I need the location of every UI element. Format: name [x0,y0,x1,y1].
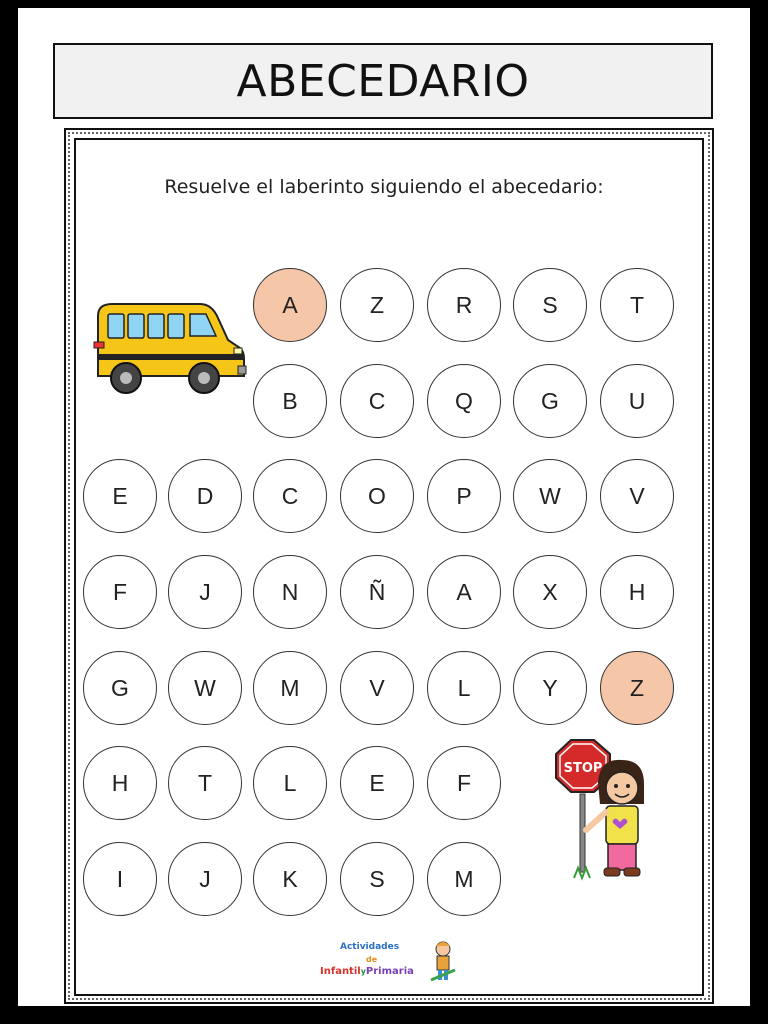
logo-text-actividades: Actividades [340,942,400,952]
maze-letter-circle[interactable]: D [168,459,242,533]
maze-letter-circle[interactable]: U [600,364,674,438]
maze-letter-circle[interactable]: C [253,459,327,533]
maze-letter-circle[interactable]: Z [600,651,674,725]
maze-letter-circle[interactable]: K [253,842,327,916]
maze-letter-circle[interactable]: R [427,268,501,342]
logo-text-y: y [360,967,366,976]
maze-letter-circle[interactable]: H [600,555,674,629]
logo-text-primaria: Primaria [365,966,414,977]
maze-letter-circle[interactable]: W [168,651,242,725]
maze-letter-circle[interactable]: B [253,364,327,438]
title-box [53,43,713,119]
maze-letter-circle[interactable]: C [340,364,414,438]
maze-letter-circle[interactable]: W [513,459,587,533]
maze-letter-circle[interactable]: F [427,746,501,820]
maze-letter-circle[interactable]: Y [513,651,587,725]
maze-letter-circle[interactable]: N [253,555,327,629]
maze-letter-circle[interactable]: G [513,364,587,438]
maze-letter-circle[interactable]: T [168,746,242,820]
stop-sign-text: STOP [563,761,603,776]
maze-letter-circle[interactable]: A [253,268,327,342]
logo-children-icon [428,940,458,984]
maze-letter-circle[interactable]: G [83,651,157,725]
maze-letter-circle[interactable]: O [340,459,414,533]
maze-letter-circle[interactable]: Ñ [340,555,414,629]
maze-letter-circle[interactable]: X [513,555,587,629]
logo [318,938,460,988]
maze-letter-circle[interactable]: S [513,268,587,342]
maze-letter-circle[interactable]: I [83,842,157,916]
maze-letter-circle[interactable]: P [427,459,501,533]
school-bus-icon [92,298,248,398]
instruction-text: Resuelve el laberinto siguiendo el abecedario: [164,176,604,198]
logo-text-infantil: Infantil [320,966,361,977]
maze-letter-circle[interactable]: L [427,651,501,725]
girl-stop-sign-icon [552,738,652,883]
maze-letter-circle[interactable]: J [168,842,242,916]
maze-letter-circle[interactable]: V [340,651,414,725]
maze-letter-circle[interactable]: Q [427,364,501,438]
maze-letter-circle[interactable]: V [600,459,674,533]
maze-letter-circle[interactable]: E [340,746,414,820]
maze-letter-circle[interactable]: H [83,746,157,820]
maze-letter-circle[interactable]: J [168,555,242,629]
logo-text-infantil-primaria [320,966,414,977]
maze-letter-circle[interactable]: T [600,268,674,342]
maze-letter-circle[interactable]: L [253,746,327,820]
page-title: ABECEDARIO [236,55,530,107]
maze-letter-circle[interactable]: Z [340,268,414,342]
maze-letter-circle[interactable]: F [83,555,157,629]
maze-letter-circle[interactable]: M [427,842,501,916]
maze-letter-circle[interactable]: S [340,842,414,916]
maze-letter-circle[interactable]: A [427,555,501,629]
maze-letter-circle[interactable]: E [83,459,157,533]
logo-text-de: de [366,955,378,964]
maze-letter-circle[interactable]: M [253,651,327,725]
